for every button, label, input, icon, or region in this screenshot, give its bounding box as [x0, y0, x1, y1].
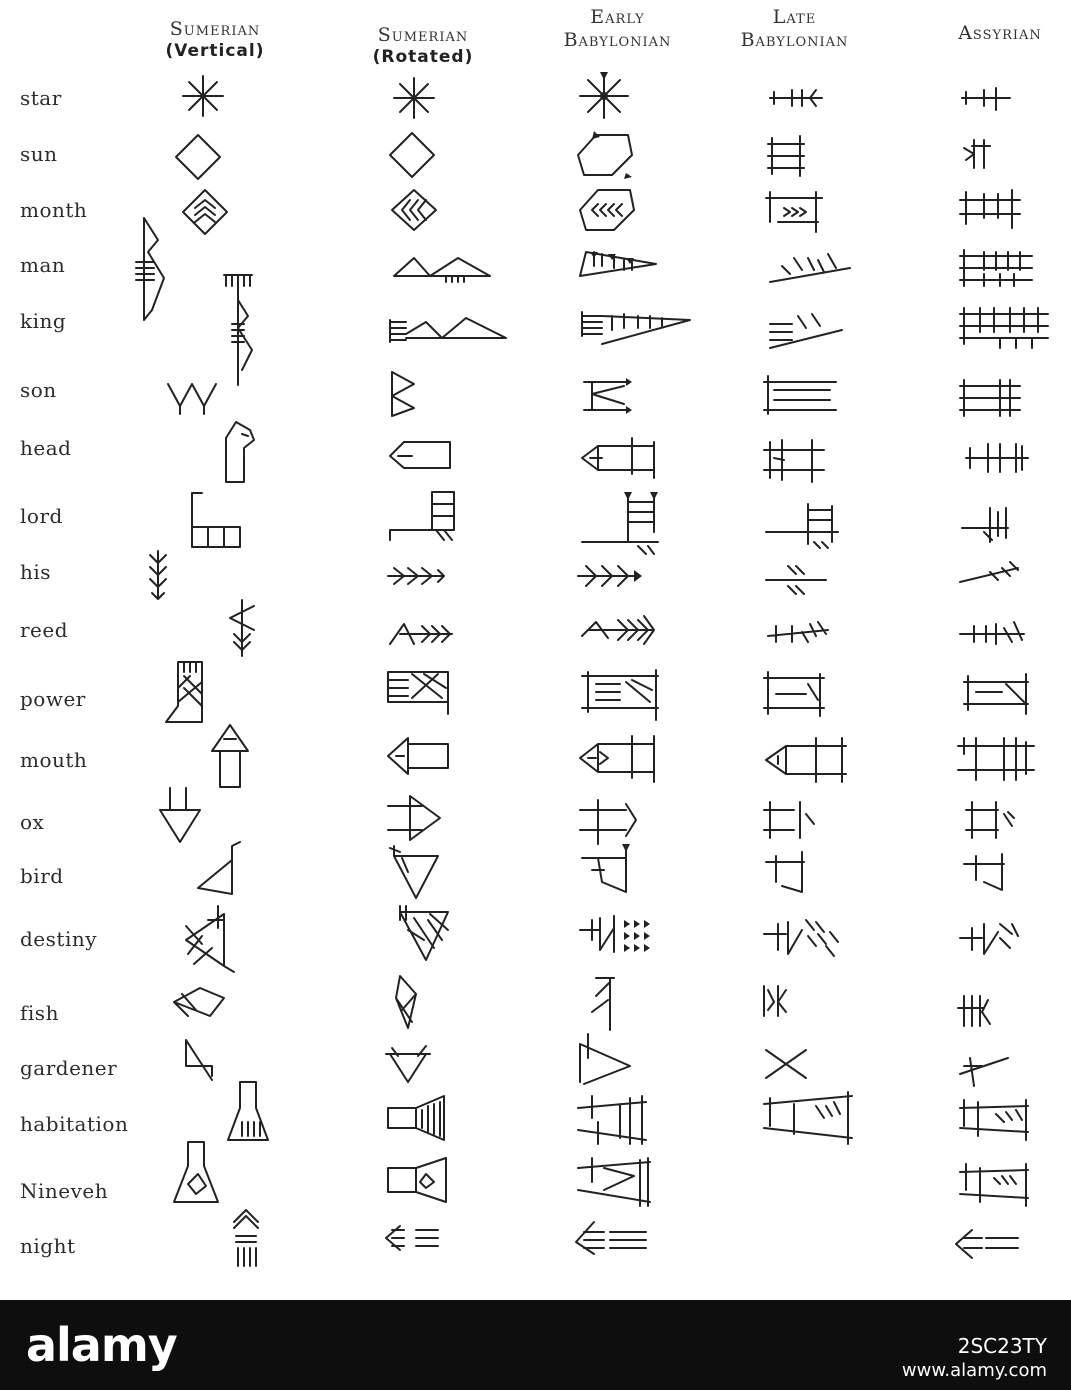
early-babylonian-glyphs — [576, 72, 690, 1254]
late-babylonian-glyphs — [764, 90, 852, 1144]
sumerian-vertical-glyphs — [136, 76, 268, 1266]
column-header-line1: Sumerian — [377, 24, 469, 46]
row-label-his: his — [20, 560, 52, 584]
column-header-line2: Babylonian — [740, 28, 849, 51]
row-label-ox: ox — [20, 810, 45, 834]
row-label-night: night — [20, 1234, 76, 1258]
column-header-line2: (Vertical) — [165, 40, 265, 61]
column-header-line1: Early — [590, 6, 645, 28]
row-label-lord: lord — [20, 504, 63, 528]
row-label-mouth: mouth — [20, 748, 88, 772]
column-header-line1: Assyrian — [958, 22, 1042, 44]
row-label-son: son — [20, 378, 57, 402]
column-header-line1: Late — [772, 6, 817, 28]
row-label-month: month — [20, 198, 88, 222]
row-label-reed: reed — [20, 618, 69, 642]
row-label-star: star — [20, 86, 62, 110]
site-url: www.alamy.com — [901, 1360, 1047, 1381]
column-header-line2: Babylonian — [563, 28, 672, 51]
row-label-habitation: habitation — [20, 1112, 129, 1136]
row-label-bird: bird — [20, 864, 64, 888]
row-label-destiny: destiny — [20, 927, 98, 951]
image-id: 2SC23TY — [957, 1334, 1047, 1358]
column-header-line1: Sumerian — [169, 18, 261, 40]
row-label-sun: sun — [20, 142, 58, 166]
row-label-power: power — [20, 687, 86, 711]
row-label-head: head — [20, 436, 72, 460]
row-label-nineveh: Nineveh — [20, 1179, 109, 1203]
brand-logo: alamy — [26, 1318, 177, 1372]
footer-watermark-bar — [0, 1300, 1071, 1390]
column-header-line2: (Rotated) — [372, 46, 474, 67]
assyrian-glyphs — [956, 88, 1048, 1258]
sumerian-rotated-glyphs — [386, 78, 506, 1250]
row-label-king: king — [20, 309, 67, 333]
row-label-gardener: gardener — [20, 1056, 118, 1080]
row-label-fish: fish — [20, 1001, 59, 1025]
row-label-man: man — [20, 253, 66, 277]
